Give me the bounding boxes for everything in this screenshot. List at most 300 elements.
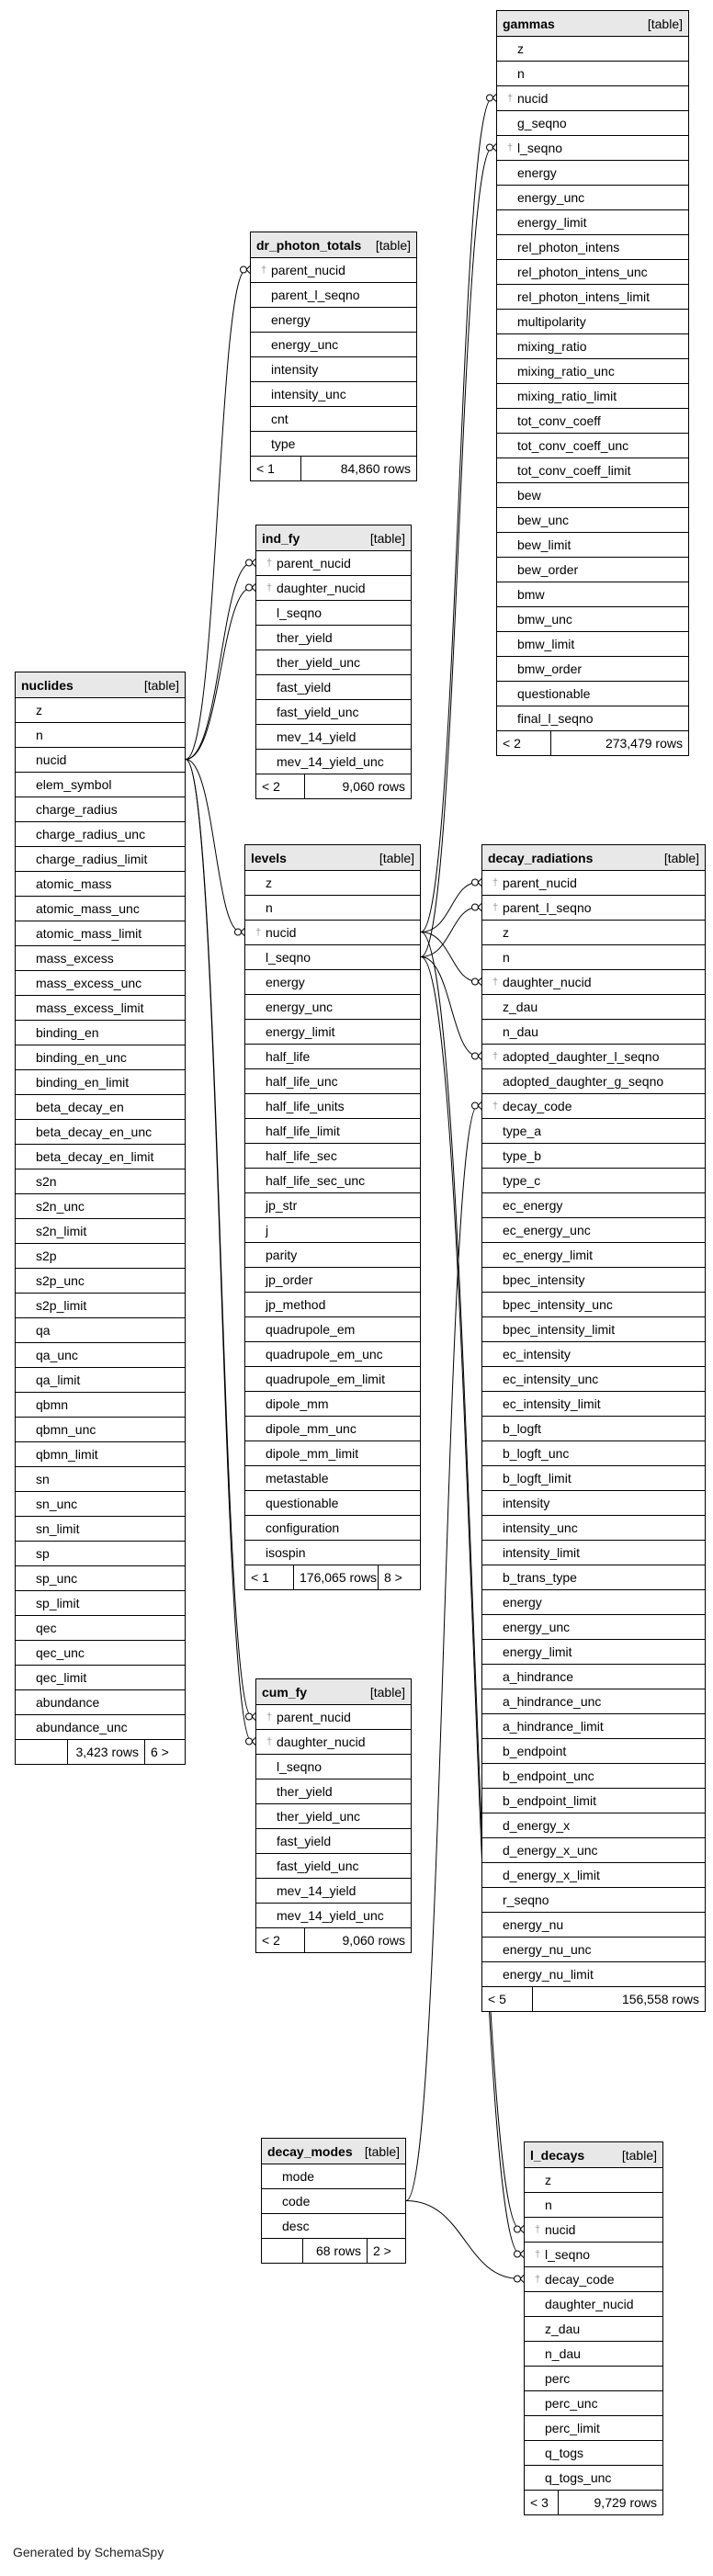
column-energy-unc[interactable] (245, 994, 420, 1019)
column-name: r_seqno (503, 1892, 549, 1907)
column-name: quadrupole_em_unc (266, 1347, 383, 1361)
column-b-logft-unc[interactable] (482, 1441, 705, 1465)
table-header[interactable] (16, 672, 185, 697)
column-intensity-unc[interactable] (482, 1515, 705, 1540)
column-bpec-intensity[interactable] (482, 1267, 705, 1292)
column-name: mev_14_yield_unc (277, 754, 384, 769)
column-mass-excess-unc[interactable] (16, 970, 185, 995)
column-sn-limit[interactable] (16, 1516, 185, 1541)
column-binding-en-limit[interactable] (16, 1069, 185, 1094)
column-nucid[interactable] (245, 920, 420, 944)
column-d-energy-x-unc[interactable] (482, 1837, 705, 1862)
column-energy-unc[interactable] (251, 332, 416, 356)
table-header[interactable] (497, 11, 688, 36)
column-intensity-unc[interactable] (251, 381, 416, 406)
column-name: binding_en_limit (36, 1075, 130, 1090)
column-name: sp (36, 1546, 50, 1561)
table-header[interactable] (245, 845, 420, 870)
column-binding-en[interactable] (16, 1020, 185, 1045)
column-name: ec_energy (503, 1198, 563, 1213)
parents-count (262, 2239, 302, 2263)
column-z[interactable] (482, 920, 705, 944)
table-dr-photon-totals[interactable] (250, 232, 417, 481)
column-q-togs-unc[interactable] (525, 2465, 662, 2490)
crowfoot-marker (515, 2276, 521, 2282)
table-header[interactable] (262, 2139, 405, 2164)
column-mev-14-yield-unc[interactable] (256, 1903, 411, 1927)
column-perc-limit[interactable] (525, 2415, 662, 2440)
row-count: 9,060 rows (304, 1928, 411, 1952)
column-name: parity (266, 1248, 298, 1262)
column-n[interactable] (482, 944, 705, 969)
column-b-logft[interactable] (482, 1416, 705, 1441)
relationship-line (186, 588, 252, 760)
column-name: jp_order (266, 1272, 313, 1287)
column-questionable[interactable] (497, 681, 688, 706)
column-sp-unc[interactable] (16, 1565, 185, 1590)
column-name: g_seqno (517, 116, 567, 130)
column-energy[interactable] (251, 307, 416, 332)
column-name: z_dau (503, 1000, 538, 1014)
table-levels[interactable] (244, 844, 421, 1590)
column-qec-unc[interactable] (16, 1640, 185, 1665)
column-n[interactable] (245, 895, 420, 920)
column-name: energy_limit (503, 1644, 572, 1659)
relationship-line (421, 148, 492, 957)
column-beta-decay-en[interactable] (16, 1094, 185, 1119)
column-name: fast_yield (277, 1834, 332, 1848)
column-n[interactable] (16, 722, 185, 747)
row-count: 68 rows (302, 2239, 367, 2263)
crowfoot-marker (515, 2226, 521, 2232)
column-ec-intensity[interactable] (482, 1341, 705, 1366)
column-binding-en-unc[interactable] (16, 1045, 185, 1069)
column-l-seqno[interactable] (497, 135, 688, 160)
foreign-key-icon: † (534, 2249, 541, 2260)
column-half-life-sec-unc[interactable] (245, 1168, 420, 1192)
column-z[interactable] (245, 870, 420, 895)
column-sp-limit[interactable] (16, 1590, 185, 1615)
column-name: bew_limit (517, 537, 572, 552)
column-half-life-units[interactable] (245, 1093, 420, 1118)
column-name: s2p_unc (36, 1273, 85, 1288)
column-name: energy (503, 1595, 542, 1610)
column-jp-method[interactable] (245, 1292, 420, 1316)
column-name: sn_limit (36, 1521, 80, 1536)
column-final-l-seqno[interactable] (497, 706, 688, 730)
column-rel-photon-intens-unc[interactable] (497, 259, 688, 284)
column-name: energy_unc (271, 337, 339, 352)
column-daughter-nucid[interactable] (525, 2291, 662, 2316)
column-name: half_life_sec (266, 1148, 337, 1163)
column-mass-excess[interactable] (16, 945, 185, 970)
column-name: type (271, 436, 296, 451)
column-energy-limit[interactable] (497, 209, 688, 234)
table-header[interactable] (482, 845, 705, 870)
column-name: beta_decay_en (36, 1100, 124, 1114)
crowfoot-marker (472, 904, 479, 910)
column-a-hindrance-limit[interactable] (482, 1713, 705, 1738)
column-intensity[interactable] (251, 356, 416, 381)
column-qec-limit[interactable] (16, 1665, 185, 1689)
column-fast-yield[interactable] (256, 1828, 411, 1853)
column-parent-nucid[interactable] (251, 257, 416, 282)
table-decay-radiations[interactable] (481, 844, 706, 2012)
column-rel-photon-intens[interactable] (497, 234, 688, 259)
column-qec[interactable] (16, 1615, 185, 1640)
foreign-key-icon: † (266, 1736, 273, 1747)
column-ther-yield[interactable] (256, 625, 411, 650)
column-qbmn-limit[interactable] (16, 1441, 185, 1466)
column-type[interactable] (251, 431, 416, 456)
column-name: bew_order (517, 562, 579, 577)
column-ec-energy-unc[interactable] (482, 1217, 705, 1242)
column-qa-unc[interactable] (16, 1342, 185, 1367)
table-decay-modes[interactable] (261, 2138, 406, 2264)
column-atomic-mass[interactable] (16, 871, 185, 896)
column-name: qec_unc (36, 1645, 85, 1660)
column-decay-code[interactable] (482, 1093, 705, 1118)
column-name: qbmn (36, 1397, 69, 1412)
column-z[interactable] (525, 2167, 662, 2192)
column-half-life-limit[interactable] (245, 1118, 420, 1143)
column-bpec-intensity-limit[interactable] (482, 1316, 705, 1341)
table-name: levels (251, 850, 287, 865)
foreign-key-icon: † (266, 558, 273, 569)
column-abundance-unc[interactable] (16, 1714, 185, 1739)
column-daughter-nucid[interactable] (482, 969, 705, 994)
relationship-line (421, 932, 478, 982)
column-sn[interactable] (16, 1466, 185, 1491)
column-type-a[interactable] (482, 1118, 705, 1143)
foreign-key-icon: † (534, 2224, 541, 2235)
column-quadrupole-em-limit[interactable] (245, 1366, 420, 1391)
column-qa-limit[interactable] (16, 1367, 185, 1392)
column-z-dau[interactable] (482, 994, 705, 1019)
column-name: adopted_daughter_g_seqno (503, 1074, 664, 1089)
crowfoot-marker (246, 1713, 253, 1720)
column-name: tot_conv_coeff (517, 413, 601, 428)
column-isospin[interactable] (245, 1540, 420, 1565)
table-nuclides[interactable] (15, 672, 186, 1765)
column-ther-yield[interactable] (256, 1779, 411, 1803)
column-name: intensity_limit (503, 1545, 581, 1560)
column-parent-nucid[interactable] (482, 870, 705, 895)
column-fast-yield[interactable] (256, 674, 411, 699)
column-n-dau[interactable] (525, 2341, 662, 2366)
column-tot-conv-coeff-unc[interactable] (497, 433, 688, 458)
column-mev-14-yield[interactable] (256, 724, 411, 749)
column-intensity[interactable] (482, 1490, 705, 1515)
column-perc-unc[interactable] (525, 2390, 662, 2415)
column-name: perc_unc (545, 2396, 598, 2411)
column-z-dau[interactable] (525, 2316, 662, 2341)
column-bmw-limit[interactable] (497, 631, 688, 656)
table-footer (245, 1565, 420, 1589)
column-energy-unc[interactable] (482, 1614, 705, 1639)
column-mixing-ratio-limit[interactable] (497, 383, 688, 408)
column-nucid[interactable] (525, 2217, 662, 2242)
column-name: q_togs (545, 2446, 584, 2460)
column-b-endpoint-unc[interactable] (482, 1763, 705, 1788)
column-name: code (282, 2194, 311, 2209)
column-parent-l-seqno[interactable] (251, 282, 416, 307)
column-name: fast_yield_unc (277, 1859, 359, 1873)
table-header[interactable] (251, 232, 416, 257)
column-b-logft-limit[interactable] (482, 1465, 705, 1490)
column-name: bpec_intensity (503, 1272, 585, 1287)
column-bmw[interactable] (497, 582, 688, 606)
column-name: qbmn_unc (36, 1422, 96, 1437)
column-code[interactable] (262, 2188, 405, 2213)
column-type-b[interactable] (482, 1143, 705, 1168)
column-adopted-daughter-g-seqno[interactable] (482, 1068, 705, 1093)
column-d-energy-x-limit[interactable] (482, 1862, 705, 1887)
column-d-energy-x[interactable] (482, 1813, 705, 1837)
column-atomic-mass-unc[interactable] (16, 896, 185, 921)
column-bew-unc[interactable] (497, 507, 688, 532)
column-name: sn (36, 1472, 50, 1486)
table-kind-label: [table] (621, 2147, 657, 2163)
column-mev-14-yield-unc[interactable] (256, 749, 411, 774)
column-type-c[interactable] (482, 1168, 705, 1192)
table-cum-fy[interactable] (255, 1678, 412, 1953)
column-name: l_seqno (266, 950, 311, 965)
column-qa[interactable] (16, 1317, 185, 1342)
column-dipole-mm-unc[interactable] (245, 1416, 420, 1441)
column-s2p-unc[interactable] (16, 1268, 185, 1293)
column-ec-intensity-limit[interactable] (482, 1391, 705, 1416)
column-name: z (36, 703, 42, 717)
column-bew-order[interactable] (497, 557, 688, 582)
column-elem-symbol[interactable] (16, 772, 185, 797)
column-bew[interactable] (497, 482, 688, 507)
column-l-seqno[interactable] (525, 2242, 662, 2266)
relationship-line (186, 760, 252, 1742)
table-header[interactable] (256, 1679, 411, 1704)
column-mixing-ratio-unc[interactable] (497, 358, 688, 383)
column-name: n_dau (503, 1024, 538, 1039)
column-s2n-limit[interactable] (16, 1218, 185, 1243)
column-daughter-nucid[interactable] (256, 575, 411, 600)
column-beta-decay-en-limit[interactable] (16, 1144, 185, 1169)
column-name: z (545, 2173, 551, 2187)
column-cnt[interactable] (251, 406, 416, 431)
column-half-life-sec[interactable] (245, 1143, 420, 1168)
column-bew-limit[interactable] (497, 532, 688, 557)
column-metastable[interactable] (245, 1465, 420, 1490)
row-count: 156,558 rows (532, 1987, 705, 2011)
parents-count: < 2 (262, 779, 280, 794)
column-questionable[interactable] (245, 1490, 420, 1515)
crowfoot-marker (472, 1053, 479, 1059)
table-footer (262, 2238, 405, 2263)
column-qbmn[interactable] (16, 1392, 185, 1417)
column-desc[interactable] (262, 2213, 405, 2238)
column-charge-radius[interactable] (16, 797, 185, 821)
column-mixing-ratio[interactable] (497, 333, 688, 358)
column-name: half_life_sec_unc (266, 1173, 366, 1188)
column-intensity-limit[interactable] (482, 1540, 705, 1565)
column-quadrupole-em-unc[interactable] (245, 1341, 420, 1366)
table-name: l_decays (530, 2147, 585, 2163)
column-mass-excess-limit[interactable] (16, 995, 185, 1020)
column-energy-limit[interactable] (482, 1639, 705, 1664)
column-ec-intensity-unc[interactable] (482, 1366, 705, 1391)
column-n[interactable] (497, 61, 688, 85)
column-parent-l-seqno[interactable] (482, 895, 705, 920)
column-ther-yield-unc[interactable] (256, 1803, 411, 1828)
column-ther-yield-unc[interactable] (256, 650, 411, 674)
column-qbmn-unc[interactable] (16, 1417, 185, 1441)
column-energy[interactable] (482, 1589, 705, 1614)
table-kind-label: [table] (369, 1684, 405, 1700)
column-name: b_endpoint (503, 1744, 567, 1758)
column-s2p[interactable] (16, 1243, 185, 1268)
column-b-endpoint[interactable] (482, 1738, 705, 1763)
column-a-hindrance-unc[interactable] (482, 1689, 705, 1713)
column-atomic-mass-limit[interactable] (16, 921, 185, 945)
column-name: mass_excess_unc (36, 976, 142, 990)
column-rel-photon-intens-limit[interactable] (497, 284, 688, 309)
column-n[interactable] (525, 2192, 662, 2217)
column-name: n (266, 900, 273, 915)
column-adopted-daughter-l-seqno[interactable] (482, 1044, 705, 1068)
column-energy[interactable] (497, 160, 688, 185)
column-name: elem_symbol (36, 777, 112, 792)
column-name: half_life (266, 1049, 311, 1064)
column-b-endpoint-limit[interactable] (482, 1788, 705, 1813)
column-ec-energy[interactable] (482, 1192, 705, 1217)
column-abundance[interactable] (16, 1689, 185, 1714)
table-header[interactable] (525, 2142, 662, 2167)
column-name: half_life_unc (266, 1074, 338, 1089)
parents-count: < 5 (488, 1992, 506, 2006)
column-charge-radius-limit[interactable] (16, 846, 185, 871)
column-nucid[interactable] (497, 85, 688, 110)
table-gammas[interactable] (496, 10, 689, 756)
column-r-seqno[interactable] (482, 1887, 705, 1912)
column-energy-nu-unc[interactable] (482, 1937, 705, 1961)
column-name: b_logft (503, 1421, 542, 1436)
column-name: bmw_unc (517, 612, 572, 627)
foreign-key-icon: † (534, 2274, 541, 2285)
column-jp-order[interactable] (245, 1267, 420, 1292)
column-z[interactable] (497, 36, 688, 61)
column-energy-nu-limit[interactable] (482, 1961, 705, 1986)
column-fast-yield-unc[interactable] (256, 1853, 411, 1878)
table-kind-label: [table] (375, 237, 411, 253)
column-bpec-intensity-unc[interactable] (482, 1292, 705, 1316)
column-energy-unc[interactable] (497, 185, 688, 209)
column-l-seqno[interactable] (245, 944, 420, 969)
column-decay-code[interactable] (525, 2266, 662, 2291)
column-multipolarity[interactable] (497, 309, 688, 333)
column-energy-limit[interactable] (245, 1019, 420, 1044)
column-name: atomic_mass_limit (36, 926, 142, 941)
column-beta-decay-en-unc[interactable] (16, 1119, 185, 1144)
column-daughter-nucid[interactable] (256, 1729, 411, 1754)
column-bmw-order[interactable] (497, 656, 688, 681)
column-name: d_energy_x_limit (503, 1868, 600, 1882)
column-name: sn_unc (36, 1497, 78, 1511)
column-s2n[interactable] (16, 1169, 185, 1193)
column-charge-radius-unc[interactable] (16, 821, 185, 846)
column-n-dau[interactable] (482, 1019, 705, 1044)
column-name: intensity_unc (271, 387, 346, 401)
parents-count: < 1 (251, 1570, 269, 1585)
column-name: l_seqno (277, 1759, 323, 1774)
column-q-togs[interactable] (525, 2440, 662, 2465)
crowfoot-marker (235, 929, 242, 935)
column-mode[interactable] (262, 2164, 405, 2188)
column-b-trans-type[interactable] (482, 1565, 705, 1589)
table-ind-fy[interactable] (255, 525, 412, 799)
column-l-seqno[interactable] (256, 1754, 411, 1779)
crowfoot-marker (472, 879, 479, 886)
column-name: energy (271, 312, 311, 327)
column-name: bpec_intensity_unc (503, 1297, 613, 1312)
column-energy-nu[interactable] (482, 1912, 705, 1937)
table-l-decays[interactable] (524, 2141, 663, 2515)
column-l-seqno[interactable] (256, 600, 411, 625)
column-j[interactable] (245, 1217, 420, 1242)
column-s2p-limit[interactable] (16, 1293, 185, 1317)
column-half-life[interactable] (245, 1044, 420, 1068)
column-bmw-unc[interactable] (497, 606, 688, 631)
table-header[interactable] (256, 525, 411, 550)
column-a-hindrance[interactable] (482, 1664, 705, 1689)
column-half-life-unc[interactable] (245, 1068, 420, 1093)
column-name: energy_nu_unc (503, 1942, 592, 1957)
children-count: 6 > (144, 1740, 185, 1764)
column-parent-nucid[interactable] (256, 550, 411, 575)
column-name: l_seqno (517, 141, 563, 155)
column-name: b_trans_type (503, 1570, 577, 1585)
table-footer (256, 774, 411, 798)
column-energy[interactable] (245, 969, 420, 994)
table-kind-label: [table] (647, 16, 683, 31)
column-dipole-mm-limit[interactable] (245, 1441, 420, 1465)
relationship-line (421, 883, 478, 932)
column-quadrupole-em[interactable] (245, 1316, 420, 1341)
column-g-seqno[interactable] (497, 110, 688, 135)
column-sn-unc[interactable] (16, 1491, 185, 1516)
column-tot-conv-coeff-limit[interactable] (497, 458, 688, 482)
column-sp[interactable] (16, 1541, 185, 1565)
column-jp-str[interactable] (245, 1192, 420, 1217)
column-fast-yield-unc[interactable] (256, 699, 411, 724)
column-ec-energy-limit[interactable] (482, 1242, 705, 1267)
column-name: ec_intensity_unc (503, 1372, 599, 1386)
relationship-line (186, 270, 246, 760)
row-count: 176,065 rows (293, 1565, 378, 1589)
column-configuration[interactable] (245, 1515, 420, 1540)
foreign-key-icon: † (506, 93, 514, 104)
column-dipole-mm[interactable] (245, 1391, 420, 1416)
column-parent-nucid[interactable] (256, 1704, 411, 1729)
relationship-line (421, 957, 478, 1056)
column-nucid[interactable] (16, 747, 185, 772)
column-name: z (503, 925, 509, 940)
row-count: 3,423 rows (67, 1740, 144, 1764)
column-perc[interactable] (525, 2366, 662, 2390)
column-parity[interactable] (245, 1242, 420, 1267)
column-tot-conv-coeff[interactable] (497, 408, 688, 433)
column-z[interactable] (16, 697, 185, 722)
column-s2n-unc[interactable] (16, 1193, 185, 1218)
column-mev-14-yield[interactable] (256, 1878, 411, 1903)
